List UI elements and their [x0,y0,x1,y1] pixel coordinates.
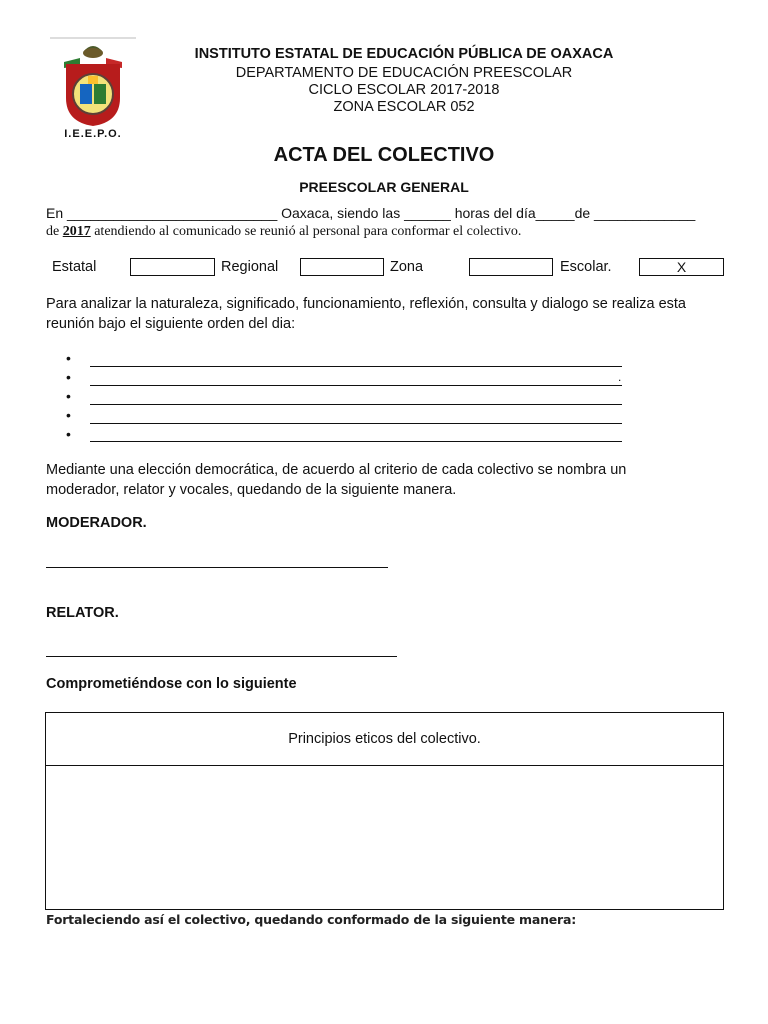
agenda-bullet: • [66,426,71,442]
intro-year: 2017 [62,224,91,239]
regional-box[interactable] [300,258,384,276]
department-name: DEPARTAMENTO DE EDUCACIÓN PREESCOLAR [235,65,573,81]
principles-header: Principios eticos del colectivo. [46,713,723,766]
agenda-paragraph: Para analizar la naturaleza, significado, funcionamiento, reflexión, consulta y dialogo se realiza esta reunión bajo el siguiente orden del dia: [46,296,686,332]
document-title: ACTA DEL COLECTIVO [273,144,495,166]
agenda-bullet: • [66,369,71,385]
school-cycle: CICLO ESCOLAR 2017-2018 [308,82,500,98]
moderador-signature-line[interactable] [46,567,388,568]
estatal-box[interactable] [130,258,215,276]
agenda-bullet: • [66,407,71,423]
agenda-bullet: • [66,388,71,404]
agenda-line[interactable] [90,385,622,386]
agenda-line[interactable] [90,423,622,424]
zona-box[interactable] [469,258,553,276]
escolar-label: Escolar. [560,259,612,275]
moderador-label: MODERADOR. [46,515,147,531]
document-subtitle: PREESCOLAR GENERAL [299,179,469,195]
principles-table [45,712,724,910]
intro-line-1[interactable]: En ___________________________ Oaxaca, siendo las ______ horas del día_____de _____________ [46,205,696,221]
escolar-box[interactable]: X [639,258,724,276]
zona-label: Zona [390,259,424,275]
principles-body-cell[interactable] [46,766,723,910]
agenda-bullet: • [66,350,71,366]
commitment-label: Comprometiéndose con lo siguiente [46,676,297,692]
agenda-line-period: . [618,370,622,384]
agenda-line[interactable] [90,366,622,367]
relator-signature-line[interactable] [46,656,397,657]
agenda-line[interactable] [90,441,622,442]
school-zone: ZONA ESCOLAR 052 [333,99,475,115]
intro-line-2-rest: atendiendo al comunicado se reunió al personal para conformar el colectivo. [90,224,522,239]
election-paragraph: Mediante una elección democrática, de acuerdo al criterio de cada colectivo se nombra un moderador, relator y vocales, quedando de la siguiente manera. [46,462,627,498]
agenda-line[interactable] [90,404,622,405]
intro-line-2 [46,224,521,240]
logo-caption: I.E.E.P.O. [64,128,122,140]
estatal-label: Estatal [52,259,97,275]
relator-label: RELATOR. [46,605,119,621]
intro-line-2-prefix: de [46,224,63,239]
regional-label: Regional [221,259,279,275]
institution-name: INSTITUTO ESTATAL DE EDUCACIÓN PÚBLICA DE OAXACA [194,46,614,62]
footer-text: Fortaleciendo así el colectivo, quedando conformado de la siguiente manera: [46,912,577,927]
